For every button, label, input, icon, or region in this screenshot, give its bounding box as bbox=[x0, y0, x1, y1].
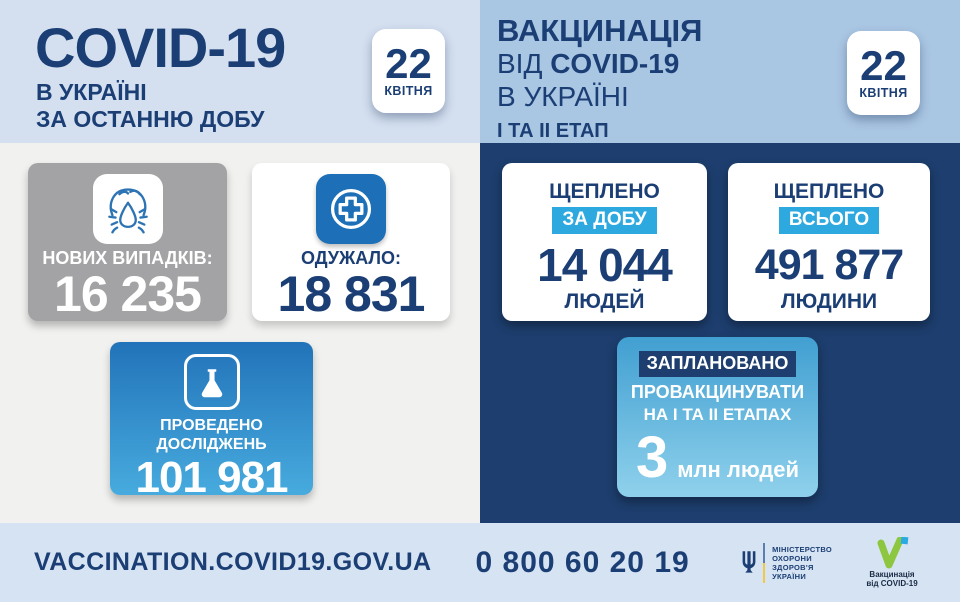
date-month: КВІТНЯ bbox=[859, 86, 908, 100]
page-title: COVID-19 bbox=[35, 16, 286, 79]
planned-value-row bbox=[617, 425, 818, 490]
recovered-icon-tile bbox=[316, 174, 386, 244]
vaccinated-total-badge: ВСЬОГО bbox=[779, 207, 879, 234]
planned-unit: млн людей bbox=[677, 457, 800, 482]
vaccination-subtitle-line2: В УКРАЇНІ bbox=[497, 81, 629, 112]
date-day: 22 bbox=[860, 42, 907, 89]
vaccinated-daily-value: 14 044 bbox=[537, 239, 672, 291]
ministry-of-health-text bbox=[772, 545, 832, 581]
lab-flask-icon bbox=[195, 365, 229, 399]
vaccinated-daily-card bbox=[502, 163, 707, 321]
vaccinated-total-card bbox=[728, 163, 930, 321]
moh-line-3: ЗДОРОВ'Я bbox=[772, 562, 814, 572]
covid-subtitle-line2: ЗА ОСТАННЮ ДОБУ bbox=[36, 106, 265, 132]
vaccination-title-block bbox=[497, 14, 702, 143]
covid-subtitle-line1: В УКРАЇНІ bbox=[36, 79, 147, 105]
vaccination-subtitle-line1 bbox=[497, 47, 702, 80]
footer-bar bbox=[0, 523, 960, 602]
moh-line-2: ОХОРОНИ bbox=[772, 553, 812, 563]
hotline-phone-number: 0 800 60 20 19 bbox=[475, 545, 690, 579]
tests-value: 101 981 bbox=[135, 453, 288, 502]
vaccination-campaign-logo bbox=[854, 537, 930, 588]
vaccinated-daily-unit: ЛЮДЕЙ bbox=[564, 290, 645, 313]
planned-badge: ЗАПЛАНОВАНО bbox=[639, 351, 797, 377]
vaccination-title: ВАКЦИНАЦІЯ bbox=[497, 13, 703, 48]
medical-cross-icon bbox=[325, 183, 377, 235]
covid-stats-header bbox=[0, 0, 480, 143]
vacc-logo-line-1: Вакцинація bbox=[869, 570, 915, 579]
tests-icon-tile bbox=[184, 354, 240, 410]
vaccinated-total-unit: ЛЮДИНИ bbox=[780, 290, 878, 313]
covid-subtitle bbox=[36, 79, 264, 133]
vaccinated-total-value: 491 877 bbox=[754, 241, 904, 289]
vaccination-website-url: VACCINATION.COVID19.GOV.UA bbox=[34, 548, 432, 576]
new-cases-label: НОВИХ ВИПАДКІВ: bbox=[42, 248, 213, 268]
vaccination-logo-text bbox=[866, 570, 917, 588]
new-cases-value: 16 235 bbox=[54, 266, 201, 322]
vacc-logo-line-2: від COVID-19 bbox=[866, 579, 918, 588]
moh-line-4: УКРАЇНИ bbox=[772, 571, 807, 581]
sneezing-person-icon bbox=[100, 181, 156, 237]
tests-label: ПРОВЕДЕНО ДОСЛІДЖЕНЬ bbox=[156, 417, 267, 453]
vaccinated-daily-label: ЩЕПЛЕНО bbox=[549, 180, 660, 203]
recovered-card bbox=[252, 163, 450, 321]
recovered-value: 18 831 bbox=[277, 266, 425, 322]
planned-line1: ПРОВАКЦИНУВАТИ bbox=[630, 382, 805, 402]
green-v-check-icon bbox=[872, 537, 912, 570]
logo-divider bbox=[763, 543, 765, 583]
planned-line2: НА І ТА ІІ ЕТАПАХ bbox=[643, 405, 792, 424]
covid-stats-body bbox=[0, 143, 480, 523]
vaccinated-daily-badge: ЗА ДОБУ bbox=[552, 207, 656, 234]
date-month: КВІТНЯ bbox=[384, 84, 433, 98]
tryzub-trident-icon bbox=[741, 551, 757, 574]
date-badge-left bbox=[372, 29, 445, 113]
new-cases-icon-tile bbox=[93, 174, 163, 244]
vaccination-header bbox=[480, 0, 960, 143]
vaccination-body bbox=[480, 143, 960, 523]
moh-line-1: МІНІСТЕРСТВО bbox=[772, 544, 832, 554]
vaccination-subtitle-prefix: ВІД bbox=[497, 48, 543, 79]
planned-value: 3 bbox=[635, 425, 669, 490]
planned-vaccination-card bbox=[617, 337, 818, 497]
tests-card bbox=[110, 342, 313, 502]
vaccinated-total-label: ЩЕПЛЕНО bbox=[773, 180, 885, 203]
vaccination-subtitle-covid: COVID-19 bbox=[550, 48, 680, 79]
date-day: 22 bbox=[385, 40, 432, 87]
new-cases-card bbox=[28, 163, 227, 321]
date-badge-right bbox=[847, 31, 920, 115]
vaccination-stage-line: І ТА ІІ ЕТАП bbox=[497, 120, 609, 142]
ministry-of-health-logo bbox=[741, 543, 832, 583]
recovered-label: ОДУЖАЛО: bbox=[300, 248, 402, 268]
